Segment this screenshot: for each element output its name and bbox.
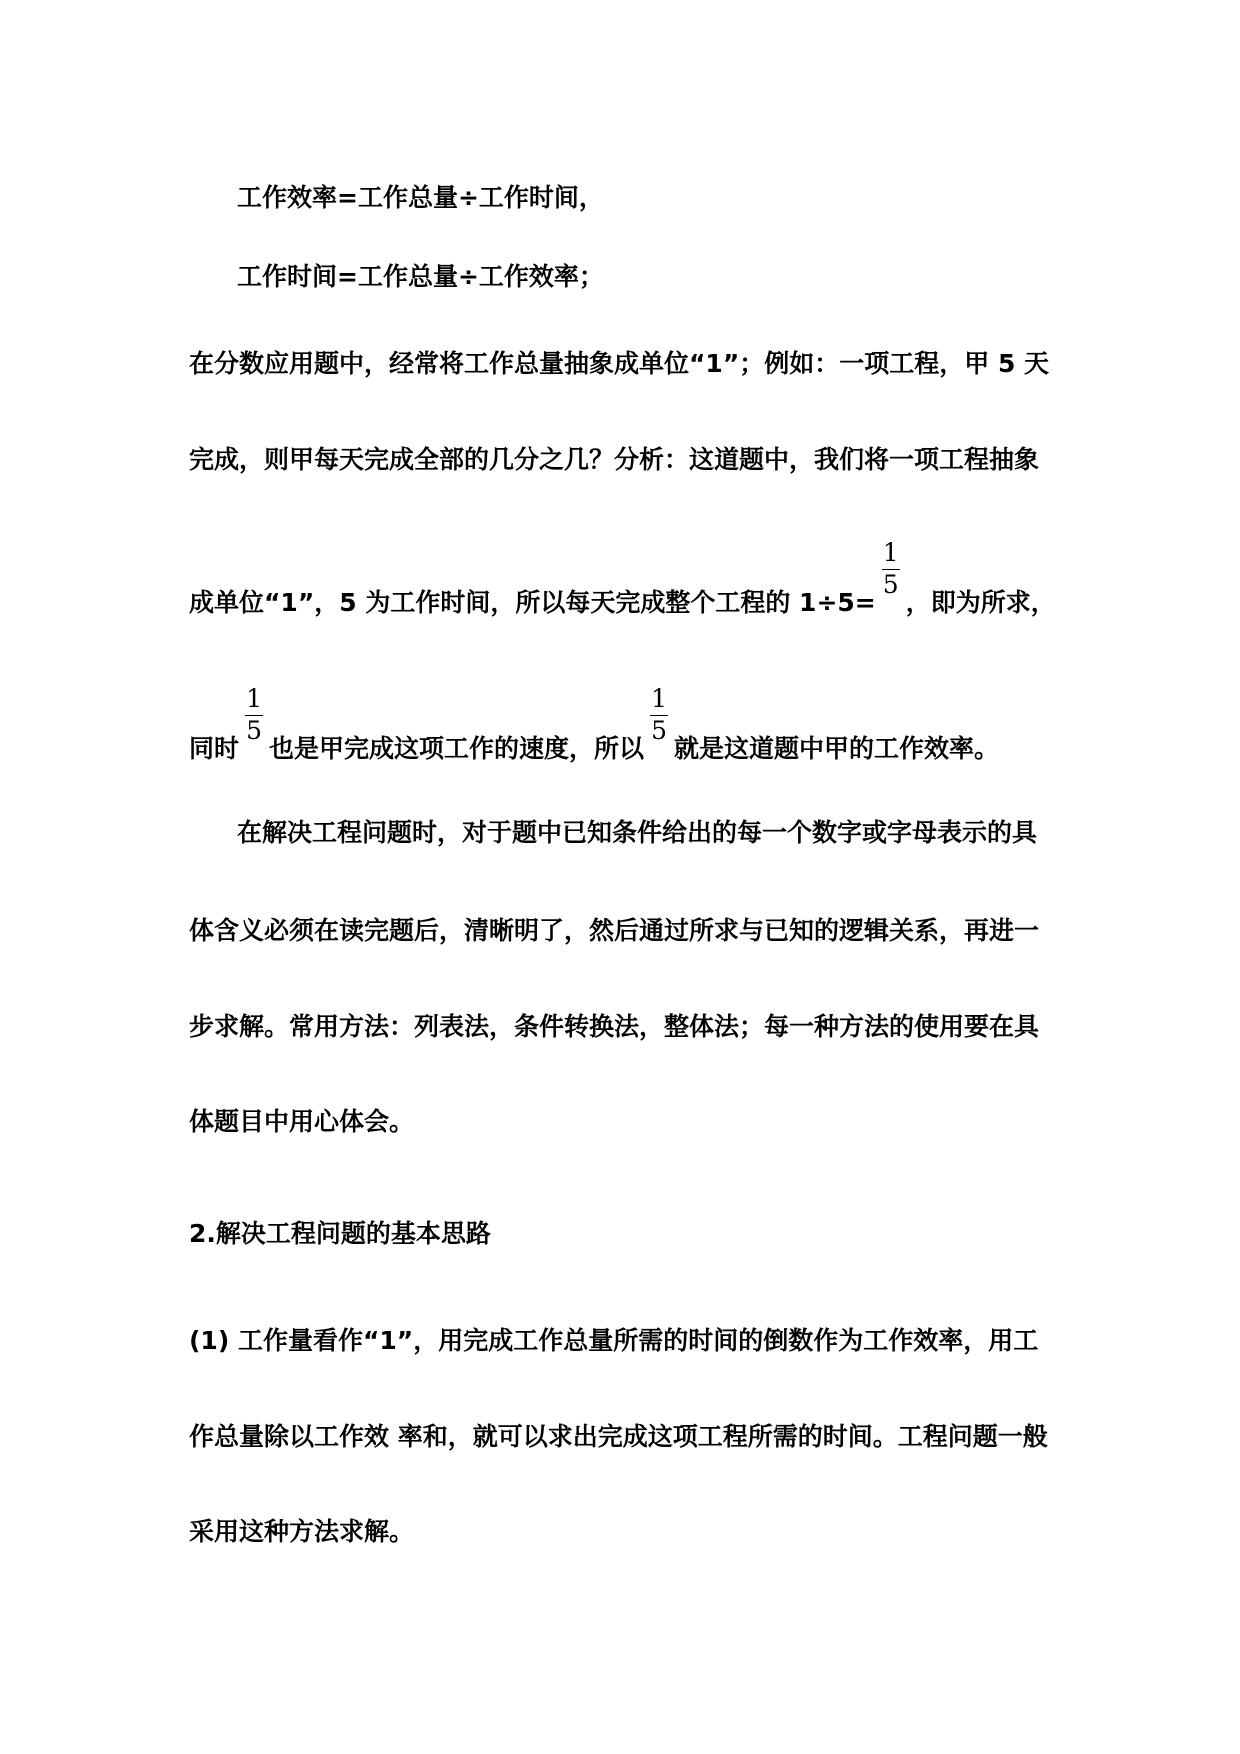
fraction-one-fifth — [880, 538, 902, 611]
text-segment: 也是甲完成这项工作的速度，所以 — [269, 734, 645, 763]
paragraph-line: 在分数应用题中，经常将工作总量抽象成单位“1”；例如：一项工程，甲 5 天 — [189, 349, 1050, 378]
text-segment: 就是这道题中甲的工作效率。 — [674, 734, 1000, 763]
fraction-denominator: 5 — [651, 716, 667, 745]
paragraph-line-with-fraction — [189, 684, 1059, 763]
paragraph-line: (1) 工作量看作“1”，用完成工作总量所需的时间的倒数作为工作效率，用工 — [189, 1326, 1039, 1355]
paragraph-line: 采用这种方法求解。 — [189, 1517, 415, 1546]
paragraph-line: 在解决工程问题时，对于题中已知条件给出的每一个数字或字母表示的具 — [237, 818, 1038, 847]
paragraph-line-with-fraction — [189, 538, 1059, 617]
text-segment: 同时 — [189, 734, 240, 763]
formula-work-efficiency: 工作效率=工作总量÷工作时间， — [237, 183, 604, 212]
section-heading: 2.解决工程问题的基本思路 — [189, 1219, 491, 1248]
text-segment: 成单位“1”，5 为工作时间，所以每天完成整个工程的 1÷5= — [189, 588, 876, 617]
fraction-numerator: 1 — [246, 684, 262, 713]
fraction-numerator: 1 — [882, 538, 899, 567]
fraction-denominator: 5 — [246, 716, 262, 745]
formula-work-time: 工作时间=工作总量÷工作效率； — [237, 262, 604, 291]
paragraph-line: 作总量除以工作效 率和，就可以求出完成这项工程所需的时间。工程问题一般 — [189, 1422, 1048, 1451]
fraction-one-fifth — [648, 684, 670, 757]
paragraph-line: 步求解。常用方法：列表法，条件转换法，整体法；每一种方法的使用要在具 — [189, 1012, 1040, 1041]
paragraph-line: 完成，则甲每天完成全部的几分之几？分析：这道题中，我们将一项工程抽象 — [189, 445, 1040, 474]
paragraph-line: 体含义必须在读完题后，清晰明了，然后通过所求与已知的逻辑关系，再进一 — [189, 916, 1040, 945]
fraction-one-fifth — [243, 684, 265, 757]
text-segment: ，即为所求， — [905, 588, 1056, 617]
paragraph-line: 体题目中用心体会。 — [189, 1107, 415, 1136]
fraction-denominator: 5 — [882, 570, 899, 599]
fraction-numerator: 1 — [651, 684, 667, 713]
